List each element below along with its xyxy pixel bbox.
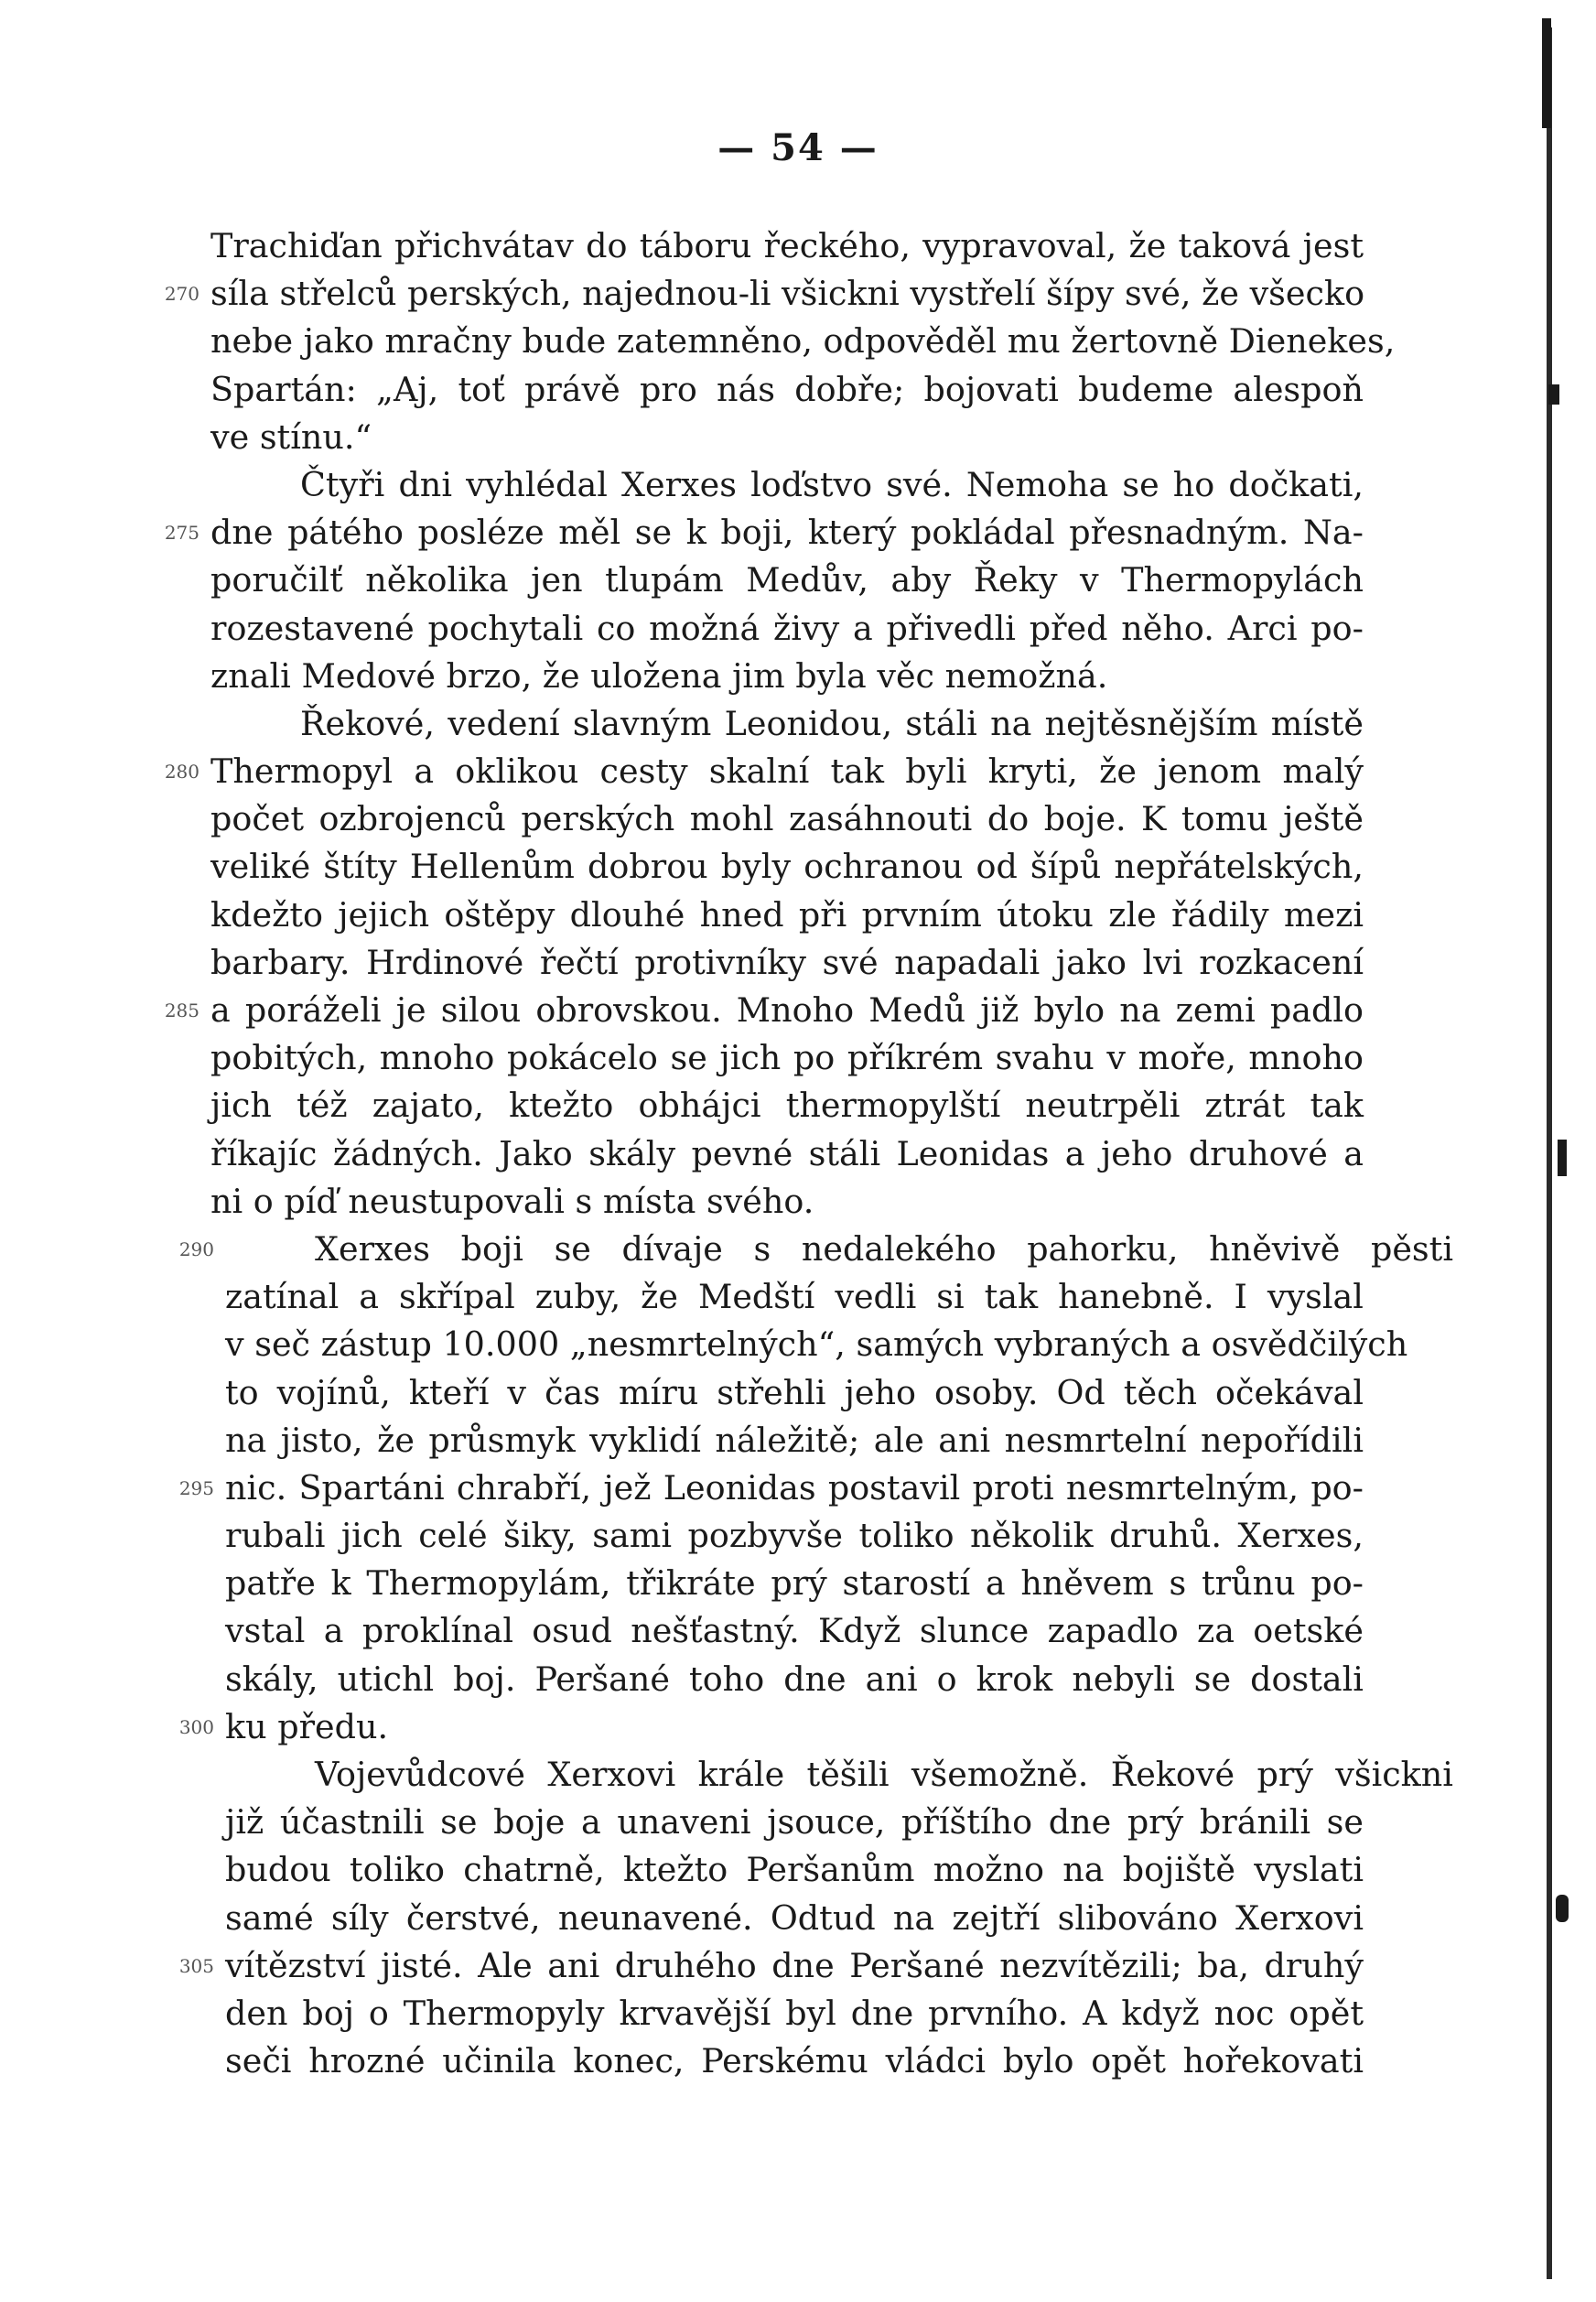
line-text: vítězství jisté. Ale ani druhého dne Peršané nezvítězili; ba, druhý (225, 1945, 1364, 1985)
line-text: to vojínů, kteří v čas míru střehli jeho osoby. Od těch očekával (225, 1372, 1364, 1412)
line-text: den boj o Thermopyly krvavější byl dne prvního. A když noc opět (225, 1993, 1364, 2033)
line-text: Spartán: „Aj, toť právě pro nás dobře; bojovati budeme alespoň (210, 369, 1364, 409)
text-line (225, 1846, 1364, 1894)
text-line (225, 1560, 1364, 1607)
line-text: patře k Thermopylám, třikráte prý starostí a hněvem s trůnu po- (225, 1563, 1364, 1604)
line-text: Vojevůdcové Xerxovi krále těšili všemožně. Řekové prý všickni (315, 1755, 1453, 1794)
line-text: Xerxes boji se dívaje s nedalekého pahorku, hněvivě pěsti (315, 1228, 1453, 1269)
line-text: dne pátého posléze měl se k boji, který pokládal přesnadným. Na- (210, 513, 1364, 553)
text-line (210, 557, 1364, 604)
line-text: seči hrozné učinila konec, Perskému vládci bylo opět hořekovati (225, 2041, 1364, 2081)
line-number: 285 (164, 1000, 200, 1021)
line-text: nic. Spartáni chrabří, jež Leonidas postavil proti nesmrtelným, po- (225, 1467, 1364, 1508)
text-line (178, 1703, 1364, 1751)
text-line (210, 366, 1364, 414)
text-line (225, 1512, 1364, 1560)
text-line (210, 843, 1364, 891)
text-line (210, 318, 1396, 365)
line-text: počet ozbrojenců perských mohl zasáhnouti do boje. K tomu ještě (210, 799, 1364, 839)
text-line (225, 2037, 1364, 2085)
line-number: 280 (164, 761, 200, 784)
line-text: rubali jich celé šiky, sami pozbyvše toliko několik druhů. Xerxes, (225, 1516, 1364, 1556)
text-line (178, 1464, 1364, 1512)
line-number: 275 (164, 522, 200, 545)
scan-edge-line (1547, 27, 1552, 2279)
line-text: barbary. Hrdinové řečtí protivníky své napadali jako lvi rozkacení (210, 942, 1364, 982)
line-text: poručilť několika jen tlupám Medův, aby Řeky v Thermopylách (210, 560, 1364, 600)
text-line (210, 700, 1364, 748)
text-line (210, 605, 1364, 653)
line-number: 270 (164, 283, 200, 306)
scan-edge-mark (1548, 384, 1559, 405)
text-line (164, 509, 1364, 557)
line-text: ku předu. (225, 1706, 389, 1746)
line-text: zatínal a skřípal zuby, že Medští vedli si tak hanebně. I vyslal (225, 1277, 1364, 1317)
line-text: síla střelců perských, najednou-li všickni vystřelí šípy své, že všecko (210, 274, 1365, 314)
text-line (210, 795, 1364, 843)
line-number: 295 (178, 1476, 214, 1499)
line-number: 300 (178, 1715, 214, 1738)
text-line (210, 1034, 1364, 1082)
text-line (164, 748, 1364, 795)
line-text: Čtyři dni vyhlédal Xerxes loďstvo své. Nemoha se ho dočkati, (300, 464, 1364, 504)
scan-edge-mark (1542, 18, 1551, 128)
text-line (210, 1130, 1364, 1178)
text-line (225, 1321, 1408, 1368)
text-line (164, 987, 1364, 1034)
line-number: 305 (178, 1954, 214, 1977)
line-text: vstal a proklínal osud nešťastný. Když slunce zapadlo za oetské (225, 1611, 1364, 1651)
scan-edge-mark (1558, 1140, 1567, 1176)
line-text: veliké štíty Hellenům dobrou byly ochranou od šípů nepřátelských, (210, 847, 1364, 887)
text-line (225, 1417, 1364, 1464)
text-line (225, 1656, 1364, 1703)
text-line (210, 1082, 1364, 1129)
text-line (210, 222, 1364, 270)
text-line (210, 414, 1364, 461)
text-line (225, 1607, 1364, 1655)
text-line (210, 939, 1364, 987)
line-text: Řekové, vedení slavným Leonidou, stáli na nejtěsnějším místě (300, 703, 1364, 743)
text-line (225, 1273, 1364, 1321)
text-line (178, 1226, 1453, 1273)
scan-edge-mark (1556, 1895, 1569, 1922)
line-text: znali Medové brzo, že uložena jim byla věc nemožná. (210, 655, 1108, 696)
text-line (178, 1942, 1364, 1990)
line-text: a poráželi je silou obrovskou. Mnoho Medů již bylo na zemi padlo (210, 990, 1364, 1030)
text-line (210, 1178, 1364, 1226)
text-line (210, 461, 1364, 509)
line-text: ve stínu.“ (210, 416, 372, 457)
text-line (210, 892, 1364, 939)
text-line (225, 1990, 1364, 2037)
line-text: ni o píď neustupovali s místa svého. (210, 1181, 814, 1221)
text-line (210, 653, 1364, 700)
text-line (225, 1369, 1364, 1417)
line-text: budou toliko chatrně, ktežto Peršanům možno na bojiště vyslati (225, 1850, 1364, 1890)
text-line (225, 1895, 1364, 1942)
page-number: — 54 — (717, 126, 879, 169)
line-text: rozestavené pochytali co možná živy a přivedli před něho. Arci po- (210, 608, 1364, 648)
line-text: Thermopyl a oklikou cesty skalní tak byli kryti, že jenom malý (210, 751, 1364, 792)
line-text: nebe jako mračny bude zatemněno, odpověděl mu žertovně Dienekes, (210, 321, 1396, 362)
line-number: 290 (178, 1237, 214, 1260)
text-line (225, 1751, 1453, 1799)
text-line (164, 270, 1365, 318)
text-line (225, 1799, 1364, 1846)
line-text: v seč zástup 10.000 „nesmrtelných“, samých vybraných a osvědčilých (225, 1324, 1408, 1365)
line-text: skály, utichl boj. Peršané toho dne ani o krok nebyli se dostali (225, 1659, 1364, 1699)
line-text: Trachiďan přichvátav do táboru řeckého, vypravoval, že taková jest (210, 226, 1364, 265)
line-text: na jisto, že průsmyk vyklidí náležitě; ale ani nesmrtelní nepořídili (225, 1420, 1364, 1460)
text-body (164, 222, 1453, 2085)
line-text: již účastnili se boje a unaveni jsouce, příštího dne prý bránili se (225, 1802, 1364, 1843)
line-text: pobitých, mnoho pokácelo se jich po příkrém svahu v moře, mnoho (210, 1038, 1364, 1078)
line-text: samé síly čerstvé, neunavené. Odtud na zejtří slibováno Xerxovi (225, 1897, 1364, 1938)
line-text: říkajíc žádných. Jako skály pevné stáli Leonidas a jeho druhové a (210, 1133, 1364, 1173)
line-text: kdežto jejich oštěpy dlouhé hned při prvním útoku zle řádily mezi (210, 894, 1364, 935)
line-text: jich též zajato, ktežto obhájci thermopylští neutrpěli ztrát tak (210, 1086, 1364, 1126)
